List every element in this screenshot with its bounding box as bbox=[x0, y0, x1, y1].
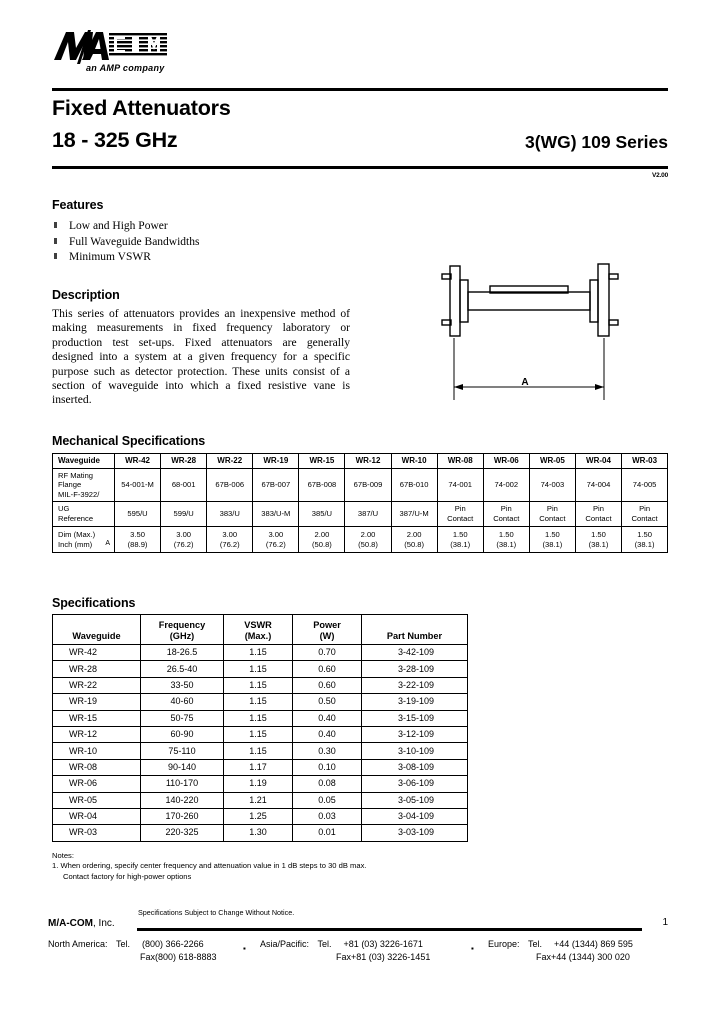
table-row bbox=[53, 469, 668, 502]
table-row bbox=[53, 661, 468, 677]
spec-cell-frequency: 26.5-40 bbox=[141, 661, 224, 677]
spec-cell-power: 0.10 bbox=[293, 759, 362, 775]
mech-cell: 599/U bbox=[161, 502, 207, 527]
mech-cell: 2.00 (50.8) bbox=[299, 527, 345, 553]
spec-cell-part-number: 3-28-109 bbox=[362, 661, 468, 677]
spec-cell-frequency: 220-325 bbox=[141, 825, 224, 841]
footer-tel bbox=[528, 938, 633, 951]
description-body: This series of attenuators provides an inexpensive method of making measurements in fixed frequency laboratory or production test set-ups. Fixed attenuators are generally designed into a system at a given frequency for a specific purpose such as detector protection. These units consist of a section of waveguide into which a fixed resistive vane is inserted. bbox=[52, 307, 350, 407]
page-title-line2: 18 - 325 GHz bbox=[52, 128, 178, 152]
footer-region-north-america bbox=[48, 938, 217, 964]
footer-fax-value: +81 (03) 3226-1451 bbox=[351, 952, 431, 962]
mech-cell: 595/U bbox=[115, 502, 161, 527]
feature-label: Low and High Power bbox=[69, 220, 168, 232]
mech-col-header: WR-10 bbox=[391, 454, 437, 469]
spec-cell-frequency: 18-26.5 bbox=[141, 645, 224, 661]
header-bottom-rule bbox=[52, 166, 668, 169]
mech-cell: 1.50 (38.1) bbox=[622, 527, 668, 553]
footer-separator-icon: ▪ bbox=[243, 944, 246, 953]
mech-cell: 1.50 (38.1) bbox=[575, 527, 621, 553]
mechanical-heading: Mechanical Specifications bbox=[52, 434, 206, 448]
logo-tagline: an AMP company bbox=[86, 63, 165, 73]
specifications-heading: Specifications bbox=[52, 596, 136, 610]
mech-col-header: WR-19 bbox=[253, 454, 299, 469]
table-row bbox=[53, 743, 468, 759]
mech-cell: 2.00 (50.8) bbox=[345, 527, 391, 553]
macom-logo bbox=[52, 30, 202, 73]
mech-cell: 383/U-M bbox=[253, 502, 299, 527]
spec-cell-part-number: 3-19-109 bbox=[362, 694, 468, 710]
mech-col-header: WR-22 bbox=[207, 454, 253, 469]
mech-cell: Pin Contact bbox=[575, 502, 621, 527]
mech-row-label-line: UG bbox=[58, 504, 70, 514]
footer-region-europe bbox=[488, 938, 633, 964]
spec-cell-frequency: 33-50 bbox=[141, 677, 224, 693]
mech-cell: 1.50 (38.1) bbox=[437, 527, 483, 553]
footer-region-label: Asia/Pacific: bbox=[260, 939, 310, 949]
spec-cell-frequency: 60-90 bbox=[141, 726, 224, 742]
footer-tel-value: +81 (03) 3226-1671 bbox=[343, 939, 423, 949]
spec-col-header-line2: Waveguide bbox=[72, 631, 121, 641]
notes-block bbox=[52, 851, 512, 882]
mech-cell: 2.00 (50.8) bbox=[391, 527, 437, 553]
table-header-row bbox=[53, 454, 668, 469]
spec-cell-frequency: 110-170 bbox=[141, 776, 224, 792]
table-row bbox=[53, 825, 468, 841]
spec-cell-frequency: 40-60 bbox=[141, 694, 224, 710]
spec-cell-vswr: 1.15 bbox=[224, 645, 293, 661]
footer-region-label: Europe: bbox=[488, 939, 520, 949]
feature-label: Full Waveguide Bandwidths bbox=[69, 235, 200, 248]
spec-cell-vswr: 1.21 bbox=[224, 792, 293, 808]
spec-cell-vswr: 1.25 bbox=[224, 808, 293, 824]
spec-col-header-line2: (W) bbox=[319, 631, 335, 641]
table-row bbox=[53, 792, 468, 808]
mech-cell: 74-005 bbox=[622, 469, 668, 502]
notes-heading: Notes: bbox=[52, 851, 74, 860]
spec-col-header-line1: Frequency bbox=[158, 620, 206, 630]
footer-region-asia-pacific bbox=[260, 938, 430, 964]
footer-company-suffix: , Inc. bbox=[93, 918, 115, 929]
mech-cell: Pin Contact bbox=[529, 502, 575, 527]
spec-col-header-line1: Power bbox=[313, 620, 341, 630]
mech-cell: 67B-009 bbox=[345, 469, 391, 502]
spec-cell-power: 0.03 bbox=[293, 808, 362, 824]
version-label: V2.00 bbox=[652, 172, 668, 179]
spec-cell-part-number: 3-15-109 bbox=[362, 710, 468, 726]
table-row bbox=[53, 694, 468, 710]
mechanical-specifications-table bbox=[52, 453, 668, 553]
spec-col-header-waveguide bbox=[53, 615, 141, 645]
spec-cell-power: 0.01 bbox=[293, 825, 362, 841]
spec-cell-waveguide: WR-28 bbox=[53, 661, 141, 677]
spec-cell-power: 0.40 bbox=[293, 710, 362, 726]
mech-cell: 68-001 bbox=[161, 469, 207, 502]
table-row bbox=[53, 726, 468, 742]
spec-col-header-vswr bbox=[224, 615, 293, 645]
spec-cell-frequency: 170-260 bbox=[141, 808, 224, 824]
spec-cell-vswr: 1.17 bbox=[224, 759, 293, 775]
list-item bbox=[52, 219, 352, 235]
mech-cell: 387/U bbox=[345, 502, 391, 527]
spec-cell-power: 0.40 bbox=[293, 726, 362, 742]
page-title-line1: Fixed Attenuators bbox=[52, 96, 231, 120]
notes-line-1: 1. When ordering, specify center frequency and attenuation value in 1 dB steps to 30 dB max. bbox=[52, 861, 367, 871]
mechanical-specifications-table-wrap bbox=[52, 453, 668, 553]
footer-region-label: North America: bbox=[48, 939, 108, 949]
mech-cell: 3.00 (76.2) bbox=[253, 527, 299, 553]
mech-cell: 74-004 bbox=[575, 469, 621, 502]
spec-cell-waveguide: WR-06 bbox=[53, 776, 141, 792]
spec-cell-frequency: 75-110 bbox=[141, 743, 224, 759]
features-list bbox=[52, 219, 352, 266]
spec-cell-frequency: 50-75 bbox=[141, 710, 224, 726]
spec-cell-vswr: 1.15 bbox=[224, 661, 293, 677]
mech-cell: 3.00 (76.2) bbox=[161, 527, 207, 553]
spec-cell-power: 0.50 bbox=[293, 694, 362, 710]
feature-label: Minimum VSWR bbox=[69, 251, 151, 263]
footer-rule bbox=[137, 928, 642, 931]
spec-cell-frequency: 140-220 bbox=[141, 792, 224, 808]
spec-cell-part-number: 3-42-109 bbox=[362, 645, 468, 661]
spec-cell-waveguide: WR-12 bbox=[53, 726, 141, 742]
spec-cell-waveguide: WR-04 bbox=[53, 808, 141, 824]
footer-tel-label: Tel. bbox=[317, 939, 332, 949]
spec-cell-part-number: 3-06-109 bbox=[362, 776, 468, 792]
mech-row-label-dim bbox=[53, 527, 115, 553]
spec-col-header-line2: Part Number bbox=[386, 631, 443, 641]
spec-cell-part-number: 3-04-109 bbox=[362, 808, 468, 824]
footer-company bbox=[48, 918, 115, 929]
mech-cell: 54-001-M bbox=[115, 469, 161, 502]
footer-fax-value: +44 (1344) 300 020 bbox=[551, 952, 630, 962]
table-header-row bbox=[53, 615, 468, 645]
footer-tel bbox=[318, 938, 423, 951]
spec-cell-part-number: 3-12-109 bbox=[362, 726, 468, 742]
spec-cell-waveguide: WR-15 bbox=[53, 710, 141, 726]
mech-cell: 1.50 (38.1) bbox=[529, 527, 575, 553]
mech-col-header: WR-12 bbox=[345, 454, 391, 469]
mech-cell: Pin Contact bbox=[483, 502, 529, 527]
table-row bbox=[53, 527, 668, 553]
mech-row-label-line: Dim (Max.) bbox=[58, 529, 96, 539]
table-row bbox=[53, 776, 468, 792]
series-designation: 3(WG) 109 Series bbox=[525, 132, 668, 152]
mech-cell: 3.00 (76.2) bbox=[207, 527, 253, 553]
spec-cell-vswr: 1.30 bbox=[224, 825, 293, 841]
footer-disclaimer: Specifications Subject to Change Without Notice. bbox=[138, 908, 295, 917]
mech-cell: 74-001 bbox=[437, 469, 483, 502]
spec-col-header-line1: VSWR bbox=[244, 620, 272, 630]
spec-cell-waveguide: WR-42 bbox=[53, 645, 141, 661]
bullet-icon bbox=[54, 253, 57, 259]
spec-cell-power: 0.60 bbox=[293, 661, 362, 677]
spec-cell-power: 0.30 bbox=[293, 743, 362, 759]
table-row bbox=[53, 677, 468, 693]
table-row bbox=[53, 808, 468, 824]
mech-cell: 67B-007 bbox=[253, 469, 299, 502]
spec-col-header-line2: (Max.) bbox=[244, 631, 272, 641]
mech-cell: 387/U-M bbox=[391, 502, 437, 527]
spec-cell-power: 0.08 bbox=[293, 776, 362, 792]
spec-cell-part-number: 3-05-109 bbox=[362, 792, 468, 808]
mech-col-header: WR-28 bbox=[161, 454, 207, 469]
mech-row-label-line: MIL-F-3922/ bbox=[58, 489, 100, 499]
spec-col-header-line2: (GHz) bbox=[169, 631, 195, 641]
spec-cell-waveguide: WR-19 bbox=[53, 694, 141, 710]
features-heading: Features bbox=[52, 198, 104, 212]
spec-cell-part-number: 3-03-109 bbox=[362, 825, 468, 841]
spec-cell-power: 0.70 bbox=[293, 645, 362, 661]
mech-col-header: WR-04 bbox=[575, 454, 621, 469]
specifications-table-wrap bbox=[52, 614, 467, 842]
mech-cell: 67B-006 bbox=[207, 469, 253, 502]
footer-fax-value: (800) 618-8883 bbox=[155, 952, 217, 962]
bullet-icon bbox=[54, 238, 57, 244]
footer-separator-icon: ▪ bbox=[471, 944, 474, 953]
footer-tel bbox=[116, 938, 204, 951]
table-row bbox=[53, 502, 668, 527]
list-item bbox=[52, 250, 352, 266]
mech-row-label-flange bbox=[53, 469, 115, 502]
footer-tel-label: Tel. bbox=[116, 939, 131, 949]
mech-cell: 67B-010 bbox=[391, 469, 437, 502]
spec-cell-waveguide: WR-05 bbox=[53, 792, 141, 808]
mech-row-label-line: Flange bbox=[58, 480, 82, 490]
spec-cell-part-number: 3-22-109 bbox=[362, 677, 468, 693]
table-row bbox=[53, 759, 468, 775]
spec-col-header-part-number bbox=[362, 615, 468, 645]
specifications-table bbox=[52, 614, 468, 842]
mech-row-label-line: Reference bbox=[58, 514, 94, 523]
notes-line-2: Contact factory for high-power options bbox=[63, 871, 192, 881]
product-outline-drawing bbox=[420, 250, 650, 410]
spec-cell-vswr: 1.15 bbox=[224, 710, 293, 726]
mech-col-header: WR-06 bbox=[483, 454, 529, 469]
mech-cell: 67B-008 bbox=[299, 469, 345, 502]
spec-cell-vswr: 1.19 bbox=[224, 776, 293, 792]
footer-company-name: M/A-COM bbox=[48, 918, 93, 929]
mech-cell: Pin Contact bbox=[437, 502, 483, 527]
mech-row-label-ug bbox=[53, 502, 115, 527]
footer-fax-label: Fax bbox=[336, 952, 352, 962]
footer-tel-label: Tel. bbox=[528, 939, 543, 949]
header-top-rule bbox=[52, 88, 668, 91]
spec-cell-waveguide: WR-10 bbox=[53, 743, 141, 759]
spec-cell-waveguide: WR-08 bbox=[53, 759, 141, 775]
spec-cell-frequency: 90-140 bbox=[141, 759, 224, 775]
spec-col-header-frequency bbox=[141, 615, 224, 645]
mech-col-header-waveguide: Waveguide bbox=[53, 454, 115, 469]
footer-fax bbox=[336, 951, 430, 964]
spec-cell-part-number: 3-08-109 bbox=[362, 759, 468, 775]
footer-fax bbox=[536, 951, 633, 964]
mech-col-header: WR-15 bbox=[299, 454, 345, 469]
spec-cell-vswr: 1.15 bbox=[224, 677, 293, 693]
mech-cell: 74-003 bbox=[529, 469, 575, 502]
mech-cell: 3.50 (88.9) bbox=[115, 527, 161, 553]
list-item bbox=[52, 235, 352, 251]
macom-logo-mark bbox=[52, 30, 202, 66]
spec-cell-vswr: 1.15 bbox=[224, 743, 293, 759]
dimension-label-a: A bbox=[521, 377, 529, 388]
spec-cell-power: 0.05 bbox=[293, 792, 362, 808]
spec-col-header-power bbox=[293, 615, 362, 645]
mech-col-header: WR-42 bbox=[115, 454, 161, 469]
spec-cell-vswr: 1.15 bbox=[224, 694, 293, 710]
table-row bbox=[53, 645, 468, 661]
footer-fax-label: Fax bbox=[536, 952, 552, 962]
page-number: 1 bbox=[662, 917, 668, 928]
mech-dim-ref-label: A bbox=[105, 540, 110, 548]
mech-cell: 1.50 (38.1) bbox=[483, 527, 529, 553]
table-row bbox=[53, 710, 468, 726]
spec-cell-waveguide: WR-22 bbox=[53, 677, 141, 693]
spec-cell-part-number: 3-10-109 bbox=[362, 743, 468, 759]
mech-row-label-line: Inch (mm) bbox=[58, 539, 93, 549]
spec-cell-waveguide: WR-03 bbox=[53, 825, 141, 841]
mech-cell: 383/U bbox=[207, 502, 253, 527]
spec-cell-vswr: 1.15 bbox=[224, 726, 293, 742]
footer-fax bbox=[140, 951, 217, 964]
mech-row-label-line: RF Mating bbox=[58, 470, 94, 480]
footer-tel-value: (800) 366-2266 bbox=[142, 939, 204, 949]
footer-tel-value: +44 (1344) 869 595 bbox=[554, 939, 633, 949]
mech-col-header: WR-08 bbox=[437, 454, 483, 469]
description-heading: Description bbox=[52, 288, 120, 302]
mech-cell: 74-002 bbox=[483, 469, 529, 502]
spec-cell-power: 0.60 bbox=[293, 677, 362, 693]
specifications-table-body bbox=[53, 645, 468, 842]
mech-cell: 385/U bbox=[299, 502, 345, 527]
footer-fax-label: Fax bbox=[140, 952, 156, 962]
mech-col-header: WR-03 bbox=[622, 454, 668, 469]
mech-cell: Pin Contact bbox=[622, 502, 668, 527]
mech-col-header: WR-05 bbox=[529, 454, 575, 469]
waveguide-attenuator-diagram bbox=[420, 250, 650, 410]
bullet-icon bbox=[54, 222, 57, 228]
